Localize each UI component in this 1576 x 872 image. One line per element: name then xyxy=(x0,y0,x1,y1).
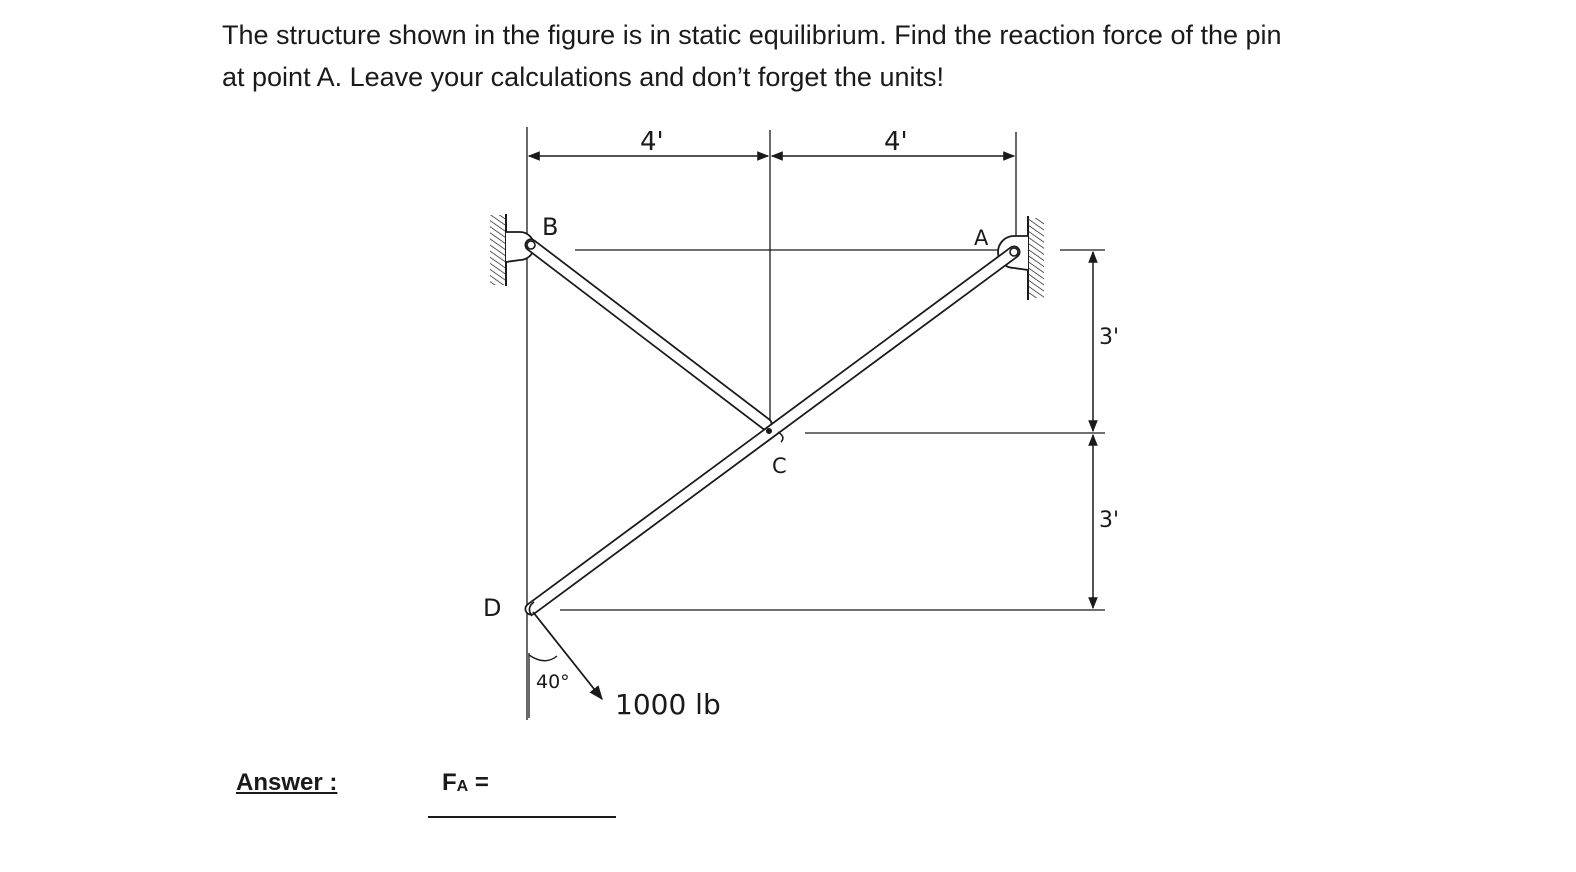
answer-label: Answer : xyxy=(236,769,338,796)
label-point-d: D xyxy=(483,594,502,622)
force-symbol: F xyxy=(442,769,457,796)
load-angle-label: 40° xyxy=(536,671,570,693)
load-angle-arc xyxy=(529,655,557,661)
label-point-b: B xyxy=(542,213,559,241)
question-line-1: The structure shown in the figure is in static equilibrium. Find the reaction force of the pin xyxy=(222,20,1282,50)
pin-b xyxy=(527,241,535,249)
dimension-label-vertical-2: 3' xyxy=(1099,508,1120,533)
answer-blank-line xyxy=(428,816,616,818)
force-a-label xyxy=(442,769,489,797)
force-equals: = xyxy=(468,769,489,796)
label-point-a: A xyxy=(974,226,989,250)
question-line-2: at point A. Leave your calculations and don’t forget the units! xyxy=(222,62,944,92)
dimension-label-horizontal-1: 4' xyxy=(640,127,664,157)
member-bc xyxy=(531,245,766,424)
pin-c xyxy=(767,429,771,433)
force-subscript: A xyxy=(456,778,469,795)
load-magnitude-label: 1000 lb xyxy=(615,688,721,721)
label-point-c: C xyxy=(772,454,787,478)
pin-a xyxy=(1010,248,1018,256)
dimension-label-horizontal-2: 4' xyxy=(884,127,908,157)
reference-lines xyxy=(527,127,1105,720)
dimension-label-vertical-1: 3' xyxy=(1099,325,1120,350)
